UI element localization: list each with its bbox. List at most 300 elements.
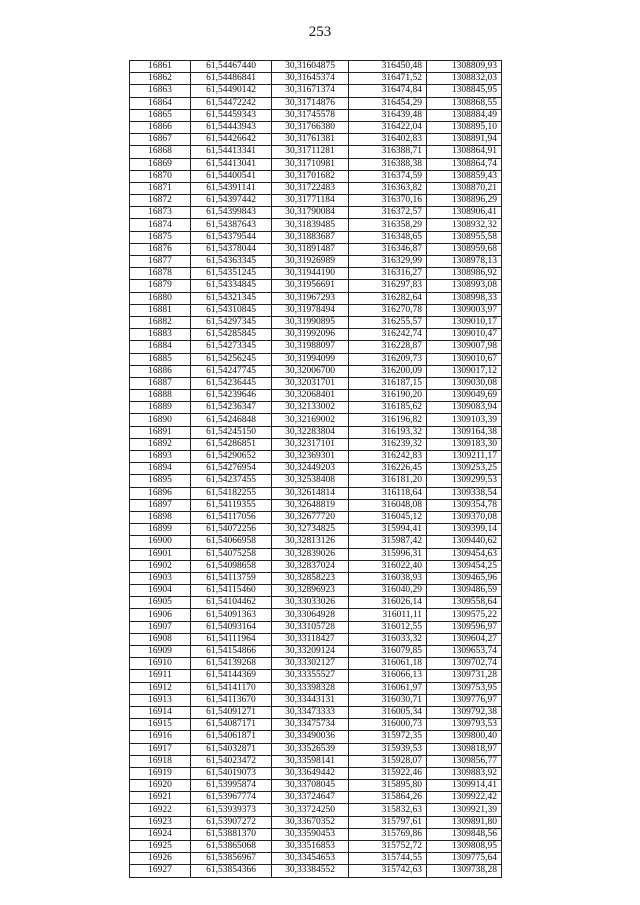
y-coordinate-cell: 1309017,12 <box>427 365 502 377</box>
table-row <box>130 292 502 304</box>
point-number-cell: 16871 <box>130 182 191 194</box>
y-coordinate-cell: 1309465,96 <box>427 572 502 584</box>
x-coordinate-cell: 316045,12 <box>349 511 427 523</box>
y-coordinate-cell: 1308864,91 <box>427 146 502 158</box>
point-number-cell: 16861 <box>130 61 191 73</box>
point-number-cell: 16918 <box>130 755 191 767</box>
y-coordinate-cell: 1309010,17 <box>427 316 502 328</box>
point-number-cell: 16867 <box>130 134 191 146</box>
longitude-cell: 30,31604875 <box>272 61 349 73</box>
y-coordinate-cell: 1309575,22 <box>427 609 502 621</box>
x-coordinate-cell: 316358,29 <box>349 219 427 231</box>
latitude-cell: 61,54144369 <box>191 670 272 682</box>
x-coordinate-cell: 316297,83 <box>349 280 427 292</box>
point-number-cell: 16924 <box>130 828 191 840</box>
x-coordinate-cell: 316196,82 <box>349 414 427 426</box>
point-number-cell: 16887 <box>130 377 191 389</box>
longitude-cell: 30,33033026 <box>272 597 349 609</box>
latitude-cell: 61,53967774 <box>191 792 272 804</box>
table-row <box>130 743 502 755</box>
latitude-cell: 61,54467440 <box>191 61 272 73</box>
longitude-cell: 30,33105728 <box>272 621 349 633</box>
x-coordinate-cell: 315895,80 <box>349 780 427 792</box>
x-coordinate-cell: 316026,14 <box>349 597 427 609</box>
x-coordinate-cell: 316012,55 <box>349 621 427 633</box>
latitude-cell: 61,54276954 <box>191 463 272 475</box>
point-number-cell: 16923 <box>130 816 191 828</box>
x-coordinate-cell: 315996,31 <box>349 548 427 560</box>
table-row <box>130 621 502 633</box>
latitude-cell: 61,54443943 <box>191 121 272 133</box>
latitude-cell: 61,53881370 <box>191 828 272 840</box>
longitude-cell: 30,33598141 <box>272 755 349 767</box>
latitude-cell: 61,54247745 <box>191 365 272 377</box>
latitude-cell: 61,54321345 <box>191 292 272 304</box>
y-coordinate-cell: 1309921,39 <box>427 804 502 816</box>
longitude-cell: 30,31645374 <box>272 73 349 85</box>
point-number-cell: 16865 <box>130 109 191 121</box>
longitude-cell: 30,32133002 <box>272 402 349 414</box>
point-number-cell: 16882 <box>130 316 191 328</box>
y-coordinate-cell: 1309164,38 <box>427 426 502 438</box>
table-row <box>130 146 502 158</box>
longitude-cell: 30,33724647 <box>272 792 349 804</box>
x-coordinate-cell: 316282,64 <box>349 292 427 304</box>
point-number-cell: 16922 <box>130 804 191 816</box>
longitude-cell: 30,31944190 <box>272 268 349 280</box>
point-number-cell: 16876 <box>130 243 191 255</box>
x-coordinate-cell: 316185,62 <box>349 402 427 414</box>
y-coordinate-cell: 1309800,40 <box>427 731 502 743</box>
table-row <box>130 97 502 109</box>
table-row <box>130 865 502 877</box>
point-number-cell: 16897 <box>130 499 191 511</box>
x-coordinate-cell: 316209,73 <box>349 353 427 365</box>
latitude-cell: 61,54154866 <box>191 646 272 658</box>
table-row <box>130 548 502 560</box>
table-row <box>130 304 502 316</box>
y-coordinate-cell: 1309010,47 <box>427 329 502 341</box>
x-coordinate-cell: 315939,53 <box>349 743 427 755</box>
x-coordinate-cell: 316242,74 <box>349 329 427 341</box>
x-coordinate-cell: 316242,83 <box>349 451 427 463</box>
y-coordinate-cell: 1309702,74 <box>427 658 502 670</box>
point-number-cell: 16904 <box>130 585 191 597</box>
table-row <box>130 682 502 694</box>
longitude-cell: 30,31990895 <box>272 316 349 328</box>
longitude-cell: 30,33454653 <box>272 853 349 865</box>
latitude-cell: 61,54246848 <box>191 414 272 426</box>
y-coordinate-cell: 1308845,95 <box>427 85 502 97</box>
longitude-cell: 30,32006700 <box>272 365 349 377</box>
x-coordinate-cell: 316033,32 <box>349 633 427 645</box>
latitude-cell: 61,54113759 <box>191 572 272 584</box>
longitude-cell: 30,32677720 <box>272 511 349 523</box>
point-number-cell: 16890 <box>130 414 191 426</box>
point-number-cell: 16885 <box>130 353 191 365</box>
table-row <box>130 109 502 121</box>
y-coordinate-cell: 1308891,94 <box>427 134 502 146</box>
latitude-cell: 61,54236445 <box>191 377 272 389</box>
table-row <box>130 182 502 194</box>
latitude-cell: 61,54400541 <box>191 170 272 182</box>
longitude-cell: 30,33398328 <box>272 682 349 694</box>
x-coordinate-cell: 316439,48 <box>349 109 427 121</box>
y-coordinate-cell: 1308864,74 <box>427 158 502 170</box>
y-coordinate-cell: 1309558,64 <box>427 597 502 609</box>
point-number-cell: 16864 <box>130 97 191 109</box>
longitude-cell: 30,32837024 <box>272 560 349 572</box>
x-coordinate-cell: 316000,73 <box>349 719 427 731</box>
table-row <box>130 402 502 414</box>
latitude-cell: 61,54413041 <box>191 158 272 170</box>
x-coordinate-cell: 316226,45 <box>349 463 427 475</box>
longitude-cell: 30,33384552 <box>272 865 349 877</box>
latitude-cell: 61,54472242 <box>191 97 272 109</box>
x-coordinate-cell: 316187,15 <box>349 377 427 389</box>
y-coordinate-cell: 1309354,78 <box>427 499 502 511</box>
latitude-cell: 61,54091363 <box>191 609 272 621</box>
y-coordinate-cell: 1309030,08 <box>427 377 502 389</box>
point-number-cell: 16914 <box>130 706 191 718</box>
latitude-cell: 61,53854366 <box>191 865 272 877</box>
table-row <box>130 426 502 438</box>
point-number-cell: 16884 <box>130 341 191 353</box>
y-coordinate-cell: 1309399,14 <box>427 524 502 536</box>
table-row <box>130 706 502 718</box>
table-row <box>130 560 502 572</box>
y-coordinate-cell: 1308998,33 <box>427 292 502 304</box>
x-coordinate-cell: 316374,59 <box>349 170 427 182</box>
point-number-cell: 16901 <box>130 548 191 560</box>
table-row <box>130 377 502 389</box>
longitude-cell: 30,31710981 <box>272 158 349 170</box>
y-coordinate-cell: 1308986,92 <box>427 268 502 280</box>
table-row <box>130 121 502 133</box>
latitude-cell: 61,54391141 <box>191 182 272 194</box>
x-coordinate-cell: 316193,32 <box>349 426 427 438</box>
point-number-cell: 16863 <box>130 85 191 97</box>
latitude-cell: 61,54363345 <box>191 256 272 268</box>
point-number-cell: 16894 <box>130 463 191 475</box>
longitude-cell: 30,32369301 <box>272 451 349 463</box>
point-number-cell: 16892 <box>130 438 191 450</box>
point-number-cell: 16899 <box>130 524 191 536</box>
x-coordinate-cell: 315832,63 <box>349 804 427 816</box>
table-row <box>130 767 502 779</box>
latitude-cell: 61,54426642 <box>191 134 272 146</box>
latitude-cell: 61,54413341 <box>191 146 272 158</box>
latitude-cell: 61,54075258 <box>191 548 272 560</box>
table-row <box>130 572 502 584</box>
point-number-cell: 16906 <box>130 609 191 621</box>
x-coordinate-cell: 316030,71 <box>349 694 427 706</box>
table-row <box>130 633 502 645</box>
longitude-cell: 30,31761381 <box>272 134 349 146</box>
point-number-cell: 16925 <box>130 841 191 853</box>
table-row <box>130 256 502 268</box>
longitude-cell: 30,31722483 <box>272 182 349 194</box>
longitude-cell: 30,33355527 <box>272 670 349 682</box>
y-coordinate-cell: 1309808,95 <box>427 841 502 853</box>
table-row <box>130 646 502 658</box>
y-coordinate-cell: 1308955,58 <box>427 231 502 243</box>
table-row <box>130 585 502 597</box>
table-row <box>130 719 502 731</box>
point-number-cell: 16898 <box>130 511 191 523</box>
longitude-cell: 30,31891487 <box>272 243 349 255</box>
latitude-cell: 61,54239646 <box>191 390 272 402</box>
x-coordinate-cell: 316370,16 <box>349 195 427 207</box>
point-number-cell: 16915 <box>130 719 191 731</box>
latitude-cell: 61,54093164 <box>191 621 272 633</box>
y-coordinate-cell: 1309183,30 <box>427 438 502 450</box>
x-coordinate-cell: 316388,38 <box>349 158 427 170</box>
x-coordinate-cell: 316422,04 <box>349 121 427 133</box>
point-number-cell: 16868 <box>130 146 191 158</box>
latitude-cell: 61,54019073 <box>191 767 272 779</box>
latitude-cell: 61,54334845 <box>191 280 272 292</box>
longitude-cell: 30,33526539 <box>272 743 349 755</box>
point-number-cell: 16872 <box>130 195 191 207</box>
latitude-cell: 61,54256245 <box>191 353 272 365</box>
latitude-cell: 61,54236347 <box>191 402 272 414</box>
y-coordinate-cell: 1308993,08 <box>427 280 502 292</box>
point-number-cell: 16881 <box>130 304 191 316</box>
x-coordinate-cell: 316402,83 <box>349 134 427 146</box>
longitude-cell: 30,32614814 <box>272 487 349 499</box>
table-row <box>130 499 502 511</box>
x-coordinate-cell: 315744,55 <box>349 853 427 865</box>
y-coordinate-cell: 1309883,92 <box>427 767 502 779</box>
x-coordinate-cell: 315742,63 <box>349 865 427 877</box>
latitude-cell: 61,54486841 <box>191 73 272 85</box>
latitude-cell: 61,54117056 <box>191 511 272 523</box>
longitude-cell: 30,32317101 <box>272 438 349 450</box>
table-row <box>130 841 502 853</box>
y-coordinate-cell: 1308884,49 <box>427 109 502 121</box>
y-coordinate-cell: 1309922,42 <box>427 792 502 804</box>
table-row <box>130 524 502 536</box>
point-number-cell: 16874 <box>130 219 191 231</box>
latitude-cell: 61,54310845 <box>191 304 272 316</box>
y-coordinate-cell: 1308809,93 <box>427 61 502 73</box>
longitude-cell: 30,33302127 <box>272 658 349 670</box>
x-coordinate-cell: 316270,78 <box>349 304 427 316</box>
point-number-cell: 16873 <box>130 207 191 219</box>
x-coordinate-cell: 316255,57 <box>349 316 427 328</box>
longitude-cell: 30,33443131 <box>272 694 349 706</box>
y-coordinate-cell: 1309211,17 <box>427 451 502 463</box>
longitude-cell: 30,31714876 <box>272 97 349 109</box>
point-number-cell: 16917 <box>130 743 191 755</box>
point-number-cell: 16875 <box>130 231 191 243</box>
latitude-cell: 61,53856967 <box>191 853 272 865</box>
longitude-cell: 30,32896923 <box>272 585 349 597</box>
y-coordinate-cell: 1309049,69 <box>427 390 502 402</box>
x-coordinate-cell: 316363,82 <box>349 182 427 194</box>
table-row <box>130 243 502 255</box>
x-coordinate-cell: 315797,61 <box>349 816 427 828</box>
longitude-cell: 30,33064928 <box>272 609 349 621</box>
latitude-cell: 61,54139268 <box>191 658 272 670</box>
latitude-cell: 61,54119355 <box>191 499 272 511</box>
point-number-cell: 16913 <box>130 694 191 706</box>
x-coordinate-cell: 316118,64 <box>349 487 427 499</box>
x-coordinate-cell: 316474,84 <box>349 85 427 97</box>
table-row <box>130 329 502 341</box>
x-coordinate-cell: 315769,86 <box>349 828 427 840</box>
x-coordinate-cell: 316471,52 <box>349 73 427 85</box>
latitude-cell: 61,54091271 <box>191 706 272 718</box>
y-coordinate-cell: 1309253,25 <box>427 463 502 475</box>
y-coordinate-cell: 1309731,28 <box>427 670 502 682</box>
point-number-cell: 16920 <box>130 780 191 792</box>
table-row <box>130 487 502 499</box>
table-row <box>130 73 502 85</box>
table-row <box>130 792 502 804</box>
table-row <box>130 280 502 292</box>
longitude-cell: 30,33490036 <box>272 731 349 743</box>
point-number-cell: 16926 <box>130 853 191 865</box>
longitude-cell: 30,31978494 <box>272 304 349 316</box>
point-number-cell: 16883 <box>130 329 191 341</box>
x-coordinate-cell: 316348,65 <box>349 231 427 243</box>
latitude-cell: 61,54387643 <box>191 219 272 231</box>
point-number-cell: 16907 <box>130 621 191 633</box>
longitude-cell: 30,32734825 <box>272 524 349 536</box>
y-coordinate-cell: 1308895,10 <box>427 121 502 133</box>
y-coordinate-cell: 1309848,56 <box>427 828 502 840</box>
latitude-cell: 61,54245150 <box>191 426 272 438</box>
y-coordinate-cell: 1308896,29 <box>427 195 502 207</box>
latitude-cell: 61,54397442 <box>191 195 272 207</box>
latitude-cell: 61,54459343 <box>191 109 272 121</box>
longitude-cell: 30,32813126 <box>272 536 349 548</box>
table-row <box>130 463 502 475</box>
y-coordinate-cell: 1309653,74 <box>427 646 502 658</box>
y-coordinate-cell: 1309604,27 <box>427 633 502 645</box>
x-coordinate-cell: 316346,87 <box>349 243 427 255</box>
point-number-cell: 16910 <box>130 658 191 670</box>
latitude-cell: 61,54111964 <box>191 633 272 645</box>
table-row <box>130 268 502 280</box>
y-coordinate-cell: 1309370,08 <box>427 511 502 523</box>
x-coordinate-cell: 316061,18 <box>349 658 427 670</box>
latitude-cell: 61,54072256 <box>191 524 272 536</box>
table-row <box>130 134 502 146</box>
longitude-cell: 30,33670352 <box>272 816 349 828</box>
x-coordinate-cell: 316005,34 <box>349 706 427 718</box>
point-number-cell: 16888 <box>130 390 191 402</box>
longitude-cell: 30,32068401 <box>272 390 349 402</box>
y-coordinate-cell: 1309454,63 <box>427 548 502 560</box>
latitude-cell: 61,54115460 <box>191 585 272 597</box>
longitude-cell: 30,31771184 <box>272 195 349 207</box>
table-row <box>130 731 502 743</box>
y-coordinate-cell: 1308832,03 <box>427 73 502 85</box>
x-coordinate-cell: 315994,41 <box>349 524 427 536</box>
latitude-cell: 61,54061871 <box>191 731 272 743</box>
y-coordinate-cell: 1309083,94 <box>427 402 502 414</box>
longitude-cell: 30,31992096 <box>272 329 349 341</box>
latitude-cell: 61,54351245 <box>191 268 272 280</box>
table-row <box>130 353 502 365</box>
y-coordinate-cell: 1308978,13 <box>427 256 502 268</box>
longitude-cell: 30,32169002 <box>272 414 349 426</box>
latitude-cell: 61,53939373 <box>191 804 272 816</box>
y-coordinate-cell: 1309891,80 <box>427 816 502 828</box>
point-number-cell: 16891 <box>130 426 191 438</box>
point-number-cell: 16893 <box>130 451 191 463</box>
point-number-cell: 16900 <box>130 536 191 548</box>
table-row <box>130 438 502 450</box>
table-row <box>130 195 502 207</box>
latitude-cell: 61,53865068 <box>191 841 272 853</box>
longitude-cell: 30,32858223 <box>272 572 349 584</box>
point-number-cell: 16877 <box>130 256 191 268</box>
latitude-cell: 61,53907272 <box>191 816 272 828</box>
point-number-cell: 16927 <box>130 865 191 877</box>
table-row <box>130 219 502 231</box>
table-row <box>130 365 502 377</box>
point-number-cell: 16869 <box>130 158 191 170</box>
x-coordinate-cell: 315752,72 <box>349 841 427 853</box>
longitude-cell: 30,32449203 <box>272 463 349 475</box>
x-coordinate-cell: 316040,29 <box>349 585 427 597</box>
x-coordinate-cell: 315928,07 <box>349 755 427 767</box>
longitude-cell: 30,31883687 <box>272 231 349 243</box>
latitude-cell: 61,54087171 <box>191 719 272 731</box>
point-number-cell: 16916 <box>130 731 191 743</box>
y-coordinate-cell: 1309792,38 <box>427 706 502 718</box>
y-coordinate-cell: 1308870,21 <box>427 182 502 194</box>
x-coordinate-cell: 316079,85 <box>349 646 427 658</box>
latitude-cell: 61,54285845 <box>191 329 272 341</box>
latitude-cell: 61,54378044 <box>191 243 272 255</box>
point-number-cell: 16919 <box>130 767 191 779</box>
longitude-cell: 30,32031701 <box>272 377 349 389</box>
table-row <box>130 828 502 840</box>
latitude-cell: 61,54182255 <box>191 487 272 499</box>
point-number-cell: 16862 <box>130 73 191 85</box>
y-coordinate-cell: 1309338,54 <box>427 487 502 499</box>
table-row <box>130 170 502 182</box>
longitude-cell: 30,33724250 <box>272 804 349 816</box>
table-row <box>130 536 502 548</box>
longitude-cell: 30,31967293 <box>272 292 349 304</box>
y-coordinate-cell: 1308868,55 <box>427 97 502 109</box>
longitude-cell: 30,33475734 <box>272 719 349 731</box>
table-row <box>130 511 502 523</box>
longitude-cell: 30,32648819 <box>272 499 349 511</box>
y-coordinate-cell: 1309775,64 <box>427 853 502 865</box>
table-row <box>130 316 502 328</box>
x-coordinate-cell: 316181,20 <box>349 475 427 487</box>
latitude-cell: 61,54032871 <box>191 743 272 755</box>
latitude-cell: 61,54490142 <box>191 85 272 97</box>
x-coordinate-cell: 316454,29 <box>349 97 427 109</box>
point-number-cell: 16909 <box>130 646 191 658</box>
y-coordinate-cell: 1309738,28 <box>427 865 502 877</box>
x-coordinate-cell: 316200,09 <box>349 365 427 377</box>
point-number-cell: 16866 <box>130 121 191 133</box>
coordinates-table-body <box>130 61 502 878</box>
longitude-cell: 30,31926989 <box>272 256 349 268</box>
longitude-cell: 30,32839026 <box>272 548 349 560</box>
table-row <box>130 390 502 402</box>
x-coordinate-cell: 315922,46 <box>349 767 427 779</box>
